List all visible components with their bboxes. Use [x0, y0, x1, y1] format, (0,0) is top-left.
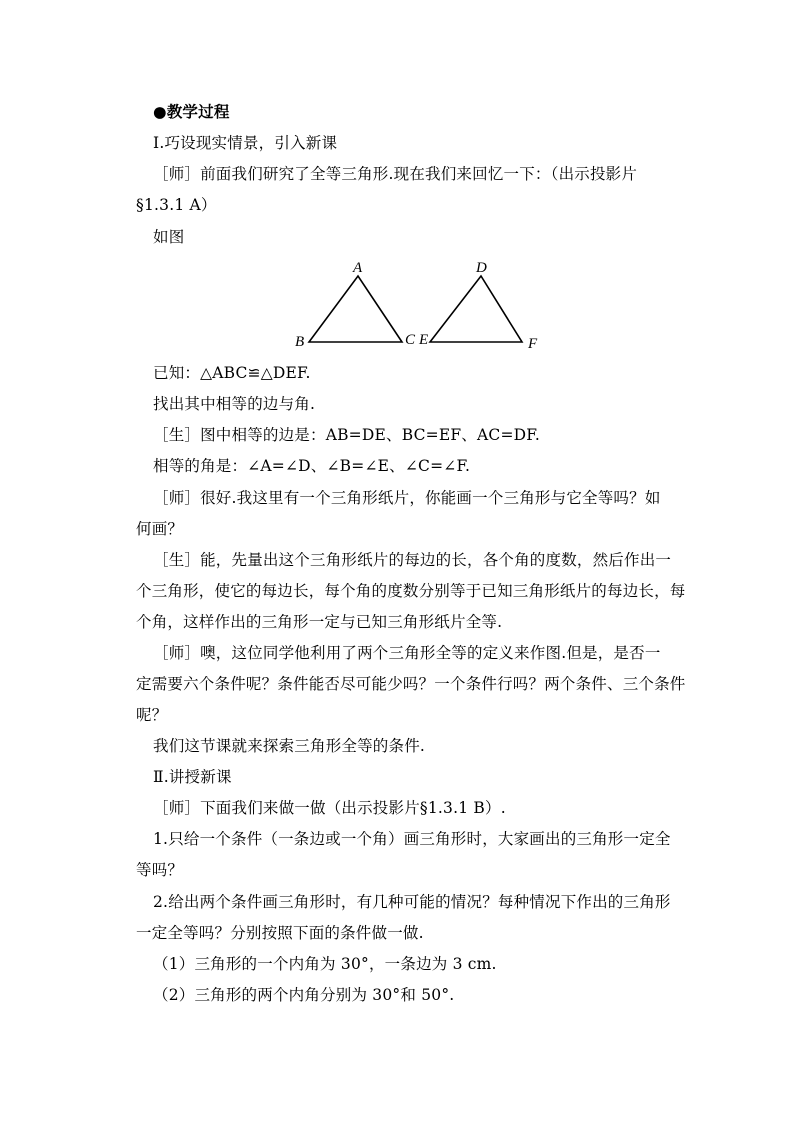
student-line-2a: ［生］能，先量出这个三角形纸片的每边的长，各个角的度数，然后作出一: [153, 551, 672, 569]
label-d: D: [476, 260, 487, 276]
condition-1: （1）三角形的一个内角为 30°，一条边为 3 cm.: [153, 955, 497, 973]
teacher-line-1a: ［师］前面我们研究了全等三角形.现在我们来回忆一下：（出示投影片: [153, 165, 638, 183]
teacher-line-2b: 何画？: [136, 520, 184, 538]
label-b: B: [295, 334, 305, 350]
figure-intro: 如图: [153, 228, 185, 246]
question-2b: 一定全等吗？分别按照下面的条件做一做.: [136, 924, 424, 942]
question-1a: 1.只给一个条件（一条边或一个角）画三角形时，大家画出的三角形一定全: [153, 830, 671, 848]
section-heading: ●教学过程: [153, 102, 230, 121]
teacher-line-3b: 定需要六个条件呢？条件能否尽可能少吗？一个条件行吗？两个条件、三个条件: [136, 675, 686, 693]
teacher-line-3c: 呢？: [136, 706, 168, 724]
triangle-def: [430, 276, 522, 342]
question-1b: 等吗？: [136, 861, 184, 879]
congruent-triangles-figure: [280, 256, 560, 356]
find-statement: 找出其中相等的边与角.: [153, 395, 316, 413]
label-c: C: [405, 332, 416, 348]
question-2a: 2.给出两个条件画三角形时，有几种可能的情况？每种情况下作出的三角形: [153, 893, 671, 911]
student-line-2b: 个三角形，使它的每边长，每个角的度数分别等于已知三角形纸片的每边长，每: [136, 582, 686, 600]
section-1-title: Ⅰ.巧设现实情景，引入新课: [153, 134, 338, 152]
teacher-line-1b: §1.3.1 A）: [136, 196, 217, 214]
given-statement: 已知：△ABC≌△DEF.: [153, 364, 311, 382]
section-2-title: Ⅱ.讲授新课: [153, 768, 232, 786]
teacher-line-3a: ［师］噢，这位同学他利用了两个三角形全等的定义来作图.但是，是否一: [153, 644, 661, 662]
label-f: F: [528, 336, 538, 352]
label-a: A: [353, 260, 363, 276]
label-e: E: [419, 332, 429, 348]
explore-line: 我们这节课就来探索三角形全等的条件.: [153, 737, 426, 755]
equal-angles-line: 相等的角是：∠A=∠D、∠B=∠E、∠C=∠F.: [153, 457, 471, 475]
student-line-2c: 个角，这样作出的三角形一定与已知三角形纸片全等.: [136, 613, 503, 631]
student-line-1: ［生］图中相等的边是：AB=DE、BC=EF、AC=DF.: [153, 426, 540, 444]
teacher-line-4: ［师］下面我们来做一做（出示投影片§1.3.1 B）.: [153, 799, 506, 817]
teacher-line-2a: ［师］很好.我这里有一个三角形纸片，你能画一个三角形与它全等吗？如: [153, 489, 661, 507]
condition-2: （2）三角形的两个内角分别为 30°和 50°.: [153, 986, 455, 1004]
triangle-abc: [309, 276, 402, 342]
triangles-svg: [280, 256, 560, 356]
